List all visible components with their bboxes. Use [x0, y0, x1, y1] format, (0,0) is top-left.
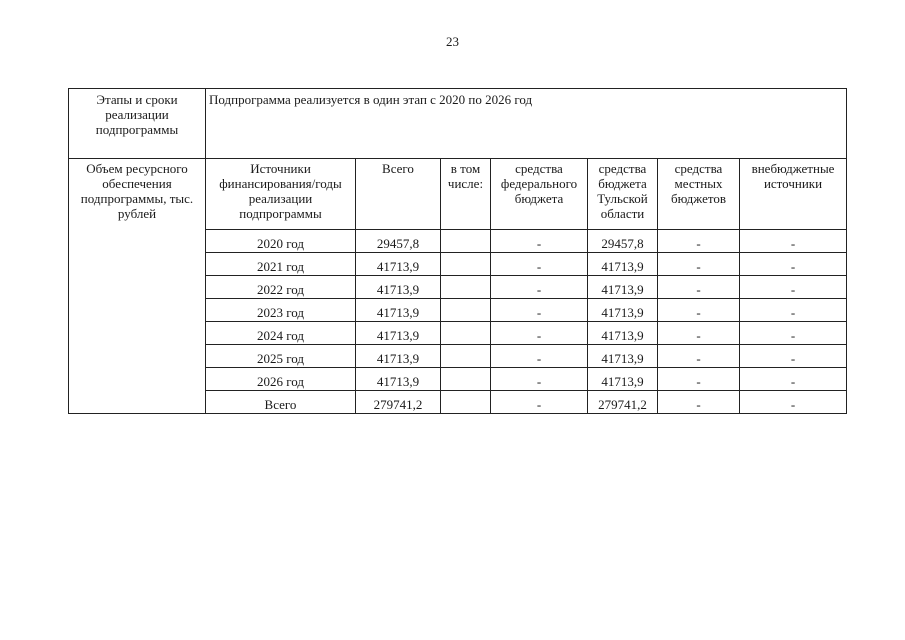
row-including [441, 368, 491, 391]
row-including [441, 253, 491, 276]
stage-value: Подпрограмма реализуется в один этап с 2020 по 2026 год [206, 89, 847, 159]
row-local: - [658, 253, 740, 276]
row-total: 279741,2 [356, 391, 441, 414]
row-year: 2020 год [206, 230, 356, 253]
row-federal: - [491, 391, 588, 414]
row-total: 41713,9 [356, 253, 441, 276]
page-number: 23 [446, 34, 459, 49]
row-extra: - [740, 230, 847, 253]
header-sources: Источники финансирования/годы реализации подпрограммы [206, 159, 356, 230]
row-including [441, 391, 491, 414]
row-regional: 41713,9 [588, 299, 658, 322]
row-local: - [658, 299, 740, 322]
row-extra: - [740, 391, 847, 414]
row-federal: - [491, 276, 588, 299]
row-local: - [658, 368, 740, 391]
row-regional: 29457,8 [588, 230, 658, 253]
header-federal: средства федерального бюджета [491, 159, 588, 230]
row-regional: 41713,9 [588, 322, 658, 345]
row-extra: - [740, 299, 847, 322]
row-federal: - [491, 368, 588, 391]
row-total: 29457,8 [356, 230, 441, 253]
row-federal: - [491, 345, 588, 368]
header-including: в том числе: [441, 159, 491, 230]
row-regional: 41713,9 [588, 345, 658, 368]
row-including [441, 322, 491, 345]
row-year: 2021 год [206, 253, 356, 276]
volume-label: Объем ресурсного обеспечения подпрограммы, тыс. рублей [69, 159, 206, 414]
row-total: 41713,9 [356, 368, 441, 391]
row-federal: - [491, 322, 588, 345]
row-extra: - [740, 322, 847, 345]
row-federal: - [491, 253, 588, 276]
row-including [441, 230, 491, 253]
row-regional: 41713,9 [588, 368, 658, 391]
row-year: 2022 год [206, 276, 356, 299]
row-local: - [658, 322, 740, 345]
row-regional: 41713,9 [588, 253, 658, 276]
row-extra: - [740, 368, 847, 391]
row-local: - [658, 391, 740, 414]
subprogram-passport-table [68, 88, 847, 414]
header-total: Всего [356, 159, 441, 230]
row-federal: - [491, 299, 588, 322]
header-extra: внебюджетные источники [740, 159, 847, 230]
row-regional: 41713,9 [588, 276, 658, 299]
row-federal: - [491, 230, 588, 253]
row-regional: 279741,2 [588, 391, 658, 414]
row-total: 41713,9 [356, 345, 441, 368]
row-including [441, 345, 491, 368]
header-regional: средства бюджета Тульской области [588, 159, 658, 230]
row-year: 2023 год [206, 299, 356, 322]
row-extra: - [740, 345, 847, 368]
row-including [441, 299, 491, 322]
row-total: 41713,9 [356, 276, 441, 299]
header-local: средства местных бюджетов [658, 159, 740, 230]
stage-label: Этапы и сроки реализации подпрограммы [69, 89, 206, 159]
stage-row [69, 89, 847, 159]
header-row [69, 159, 847, 230]
row-year: 2025 год [206, 345, 356, 368]
row-year: 2026 год [206, 368, 356, 391]
row-year: 2024 год [206, 322, 356, 345]
row-total: 41713,9 [356, 322, 441, 345]
row-extra: - [740, 253, 847, 276]
row-local: - [658, 276, 740, 299]
row-including [441, 276, 491, 299]
row-year: Всего [206, 391, 356, 414]
row-total: 41713,9 [356, 299, 441, 322]
row-local: - [658, 345, 740, 368]
row-local: - [658, 230, 740, 253]
row-extra: - [740, 276, 847, 299]
